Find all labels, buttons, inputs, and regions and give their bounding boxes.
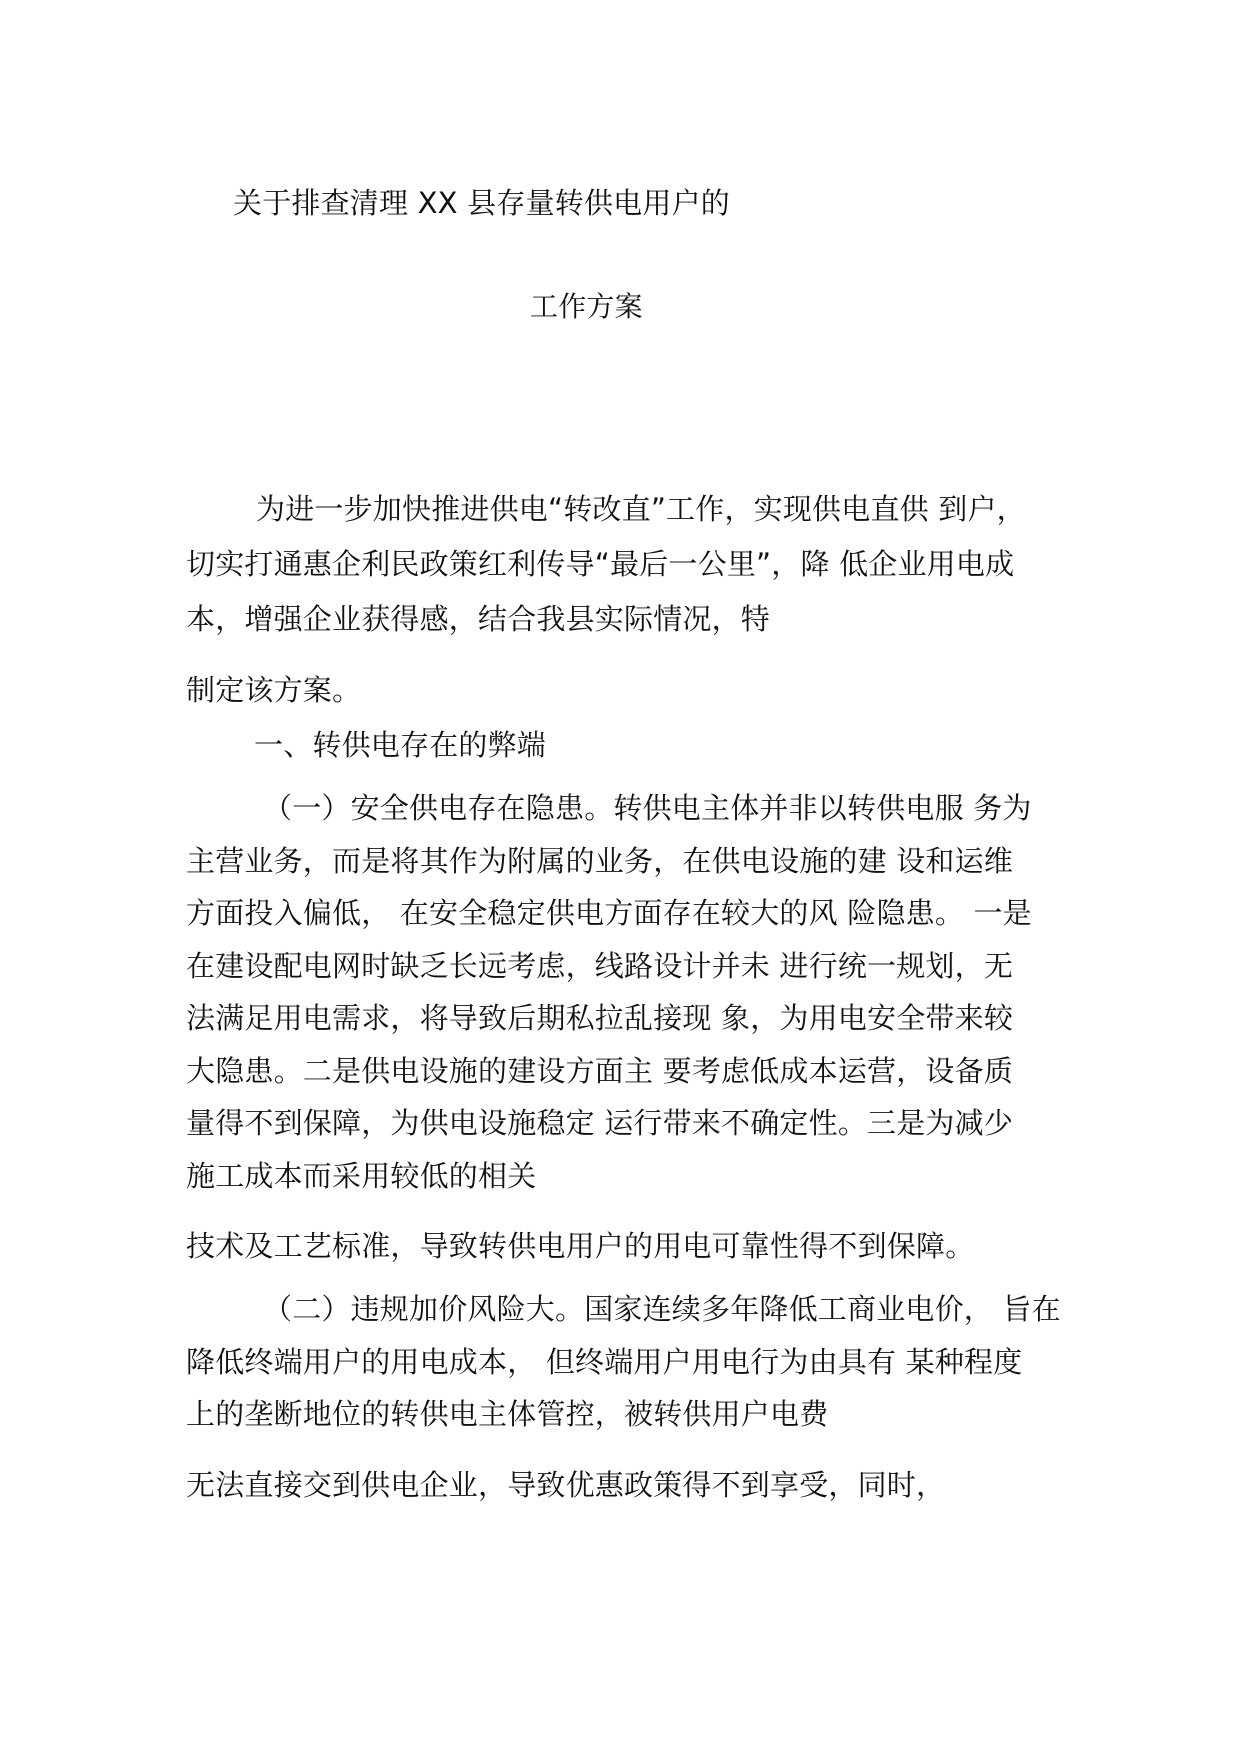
- document-title-line-2: 工作方案: [530, 290, 643, 323]
- body-line-10: 法满足用电需求，将导致后期私拉乱接现 象，为用电安全带来较: [186, 1001, 1014, 1035]
- body-line-4: 制定该方案。: [186, 673, 362, 707]
- body-line-15: （二）违规加价风险大。国家连续多年降低工商业电价， 旨在: [263, 1292, 1061, 1326]
- body-line-7: 主营业务，而是将其作为附属的业务，在供电设施的建 设和运维: [186, 844, 1014, 878]
- body-line-18: 无法直接交到供电企业，导致优惠政策得不到享受，同时，: [186, 1468, 946, 1502]
- body-line-2: 切实打通惠企利民政策红利传导“最后一公里”，降 低企业用电成: [186, 547, 1015, 581]
- body-line-13: 施工成本而采用较低的相关: [186, 1159, 537, 1193]
- body-line-1: 为进一步加快推进供电“转改直”工作，实现供电直供 到户，: [256, 492, 1026, 526]
- document-title-line-1: 关于排查清理 XX 县存量转供电用户的: [233, 186, 730, 220]
- body-line-12: 量得不到保障，为供电设施稳定 运行带来不确定性。三是为减少: [186, 1106, 1014, 1140]
- body-line-9: 在建设配电网时缺乏长远考虑，线路设计并未 进行统一规划，无: [186, 949, 1014, 983]
- section-heading-1: 一、转供电存在的弊端: [254, 728, 547, 762]
- body-line-3: 本，增强企业获得感，结合我县实际情况，特: [186, 602, 771, 636]
- body-line-16: 降低终端用户的用电成本， 但终端用户用电行为由具有 某种程度: [186, 1345, 1023, 1379]
- body-line-6: （一）安全供电存在隐患。转供电主体并非以转供电服 务为: [263, 791, 1032, 825]
- body-line-8: 方面投入偏低， 在安全稳定供电方面存在较大的风 险隐患。 一是: [186, 896, 1032, 930]
- body-line-11: 大隐患。二是供电设施的建设方面主 要考虑低成本运营，设备质: [186, 1054, 1014, 1088]
- body-line-17: 上的垄断地位的转供电主体管控，被转供用户电费: [186, 1397, 829, 1431]
- body-line-14: 技术及工艺标准，导致转供电用户的用电可靠性得不到保障。: [186, 1229, 975, 1263]
